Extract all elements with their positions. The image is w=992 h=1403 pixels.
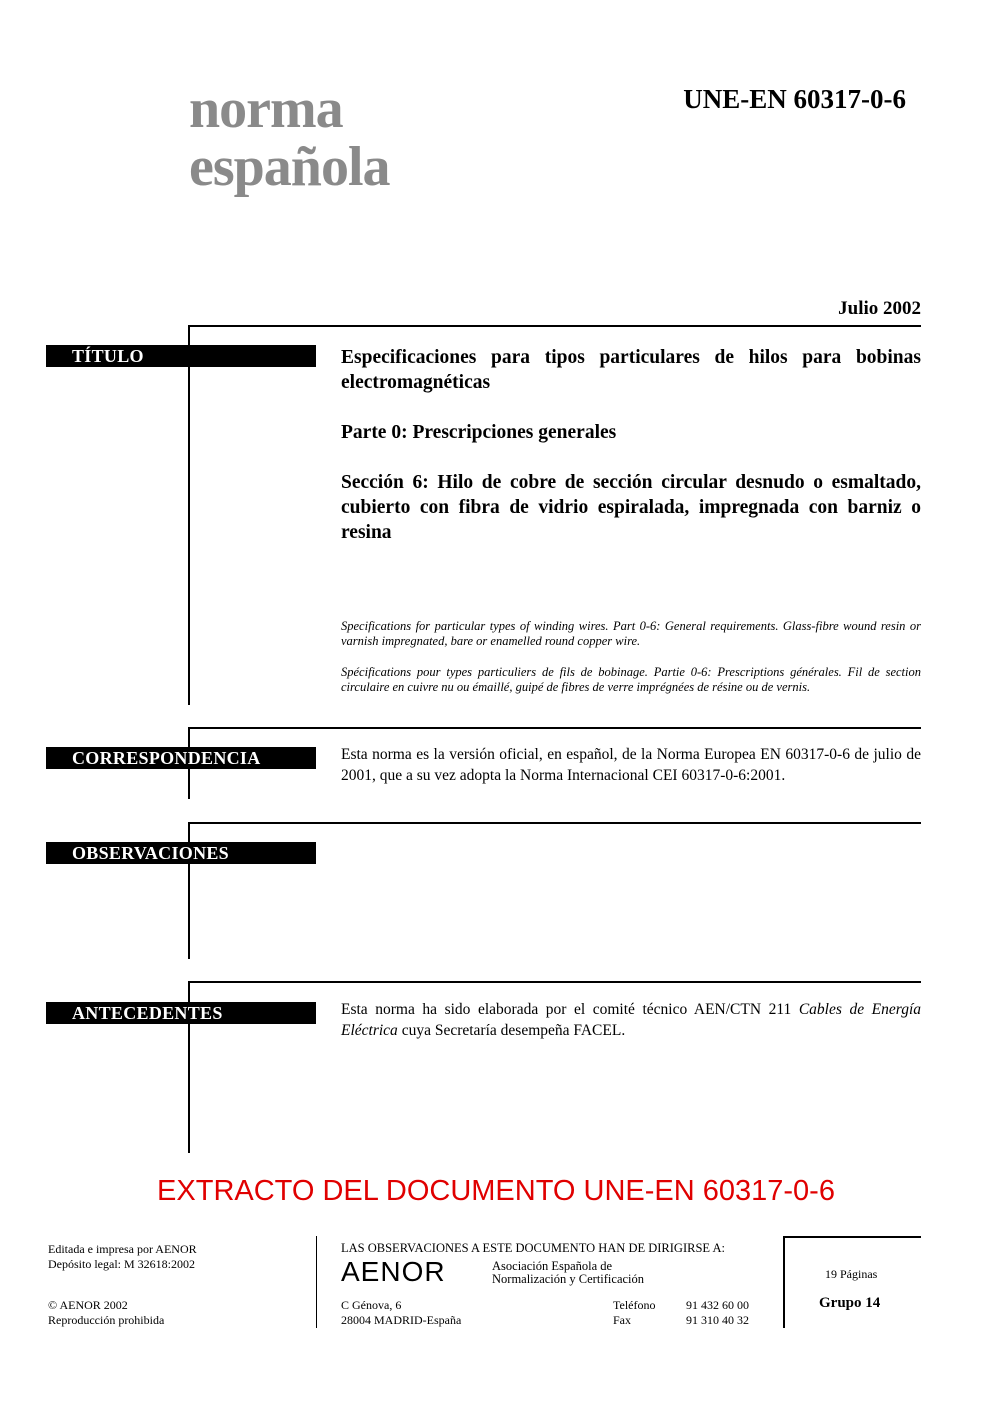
phone-value: 91 432 60 00 <box>686 1298 749 1312</box>
address-line-2: 28004 MADRID-España <box>341 1313 462 1327</box>
observations-heading: LAS OBSERVACIONES A ESTE DOCUMENTO HAN DE DIRIGIRSE A: <box>341 1241 725 1255</box>
antecedentes-text-1: Esta norma ha sido elaborada por el comité técnico AEN/CTN 211 <box>341 1001 799 1018</box>
aenor-logo: AENOR <box>341 1256 446 1287</box>
antecedentes-text-2: cuya Secretaría desempeña FACEL. <box>397 1022 626 1039</box>
footer-edition <box>48 1242 197 1272</box>
section-divider <box>188 822 921 824</box>
brand-line-2: española <box>189 136 390 198</box>
fax-value: 91 310 40 32 <box>686 1313 749 1327</box>
section-divider <box>188 325 921 327</box>
reproduction-notice: Reproducción prohibida <box>48 1313 165 1327</box>
correspondencia-label: CORRESPONDENCIA <box>46 747 316 769</box>
french-title: Spécifications pour types particuliers de fils de bobinage. Partie 0-6: Prescriptions générales. Fil de section circulaire en cuivre nu ou émaillé, guipé de fibres de verre imprégnées de résine ou de vernis. <box>341 665 921 694</box>
info-box-rule <box>783 1236 785 1328</box>
edited-by: Editada e impresa por AENOR <box>48 1242 197 1256</box>
title-main: Especificaciones para tipos particulares de hilos para bobinas electromagnéticas <box>341 347 921 393</box>
copyright: © AENOR 2002 <box>48 1298 128 1312</box>
association-line-1: Asociación Española de <box>492 1259 613 1273</box>
footer-divider <box>316 1236 317 1328</box>
legal-deposit: Depósito legal: M 32618:2002 <box>48 1257 195 1271</box>
section-divider <box>188 727 921 729</box>
association-line-2: Normalización y Certificación <box>492 1272 645 1286</box>
antecedentes-text <box>341 999 921 1041</box>
phone-label: Teléfono <box>613 1298 656 1312</box>
title-section: Sección 6: Hilo de cobre de sección circular desnudo o esmaltado, cubierto con fibra de vidrio espiralada, impregnada con barniz o resina <box>341 472 921 543</box>
observaciones-label: OBSERVACIONES <box>46 842 316 864</box>
section-rule <box>188 325 190 705</box>
publication-date: Julio 2002 <box>838 298 921 319</box>
title-part: Parte 0: Prescripciones generales <box>341 422 617 443</box>
footer-copyright <box>48 1298 164 1328</box>
standard-code: UNE-EN 60317-0-6 <box>683 84 906 114</box>
antecedentes-label: ANTECEDENTES <box>46 1002 316 1024</box>
price-group: Grupo 14 <box>819 1295 881 1311</box>
titulo-label: TÍTULO <box>46 345 316 367</box>
contact-values <box>686 1298 749 1328</box>
section-divider <box>188 981 921 983</box>
contact-labels <box>613 1298 655 1328</box>
info-box-top <box>783 1236 921 1238</box>
english-title: Specifications for particular types of winding wires. Part 0-6: General requirements. Glass-fibre wound resin or varnish impregnated, bare or enamelled round copper wire. <box>341 619 921 648</box>
brand-title <box>189 80 390 196</box>
committee-name: Cables de Energía Eléctrica <box>341 1001 921 1039</box>
association-name <box>492 1260 644 1286</box>
address <box>341 1298 461 1328</box>
address-line-1: C Génova, 6 <box>341 1298 402 1312</box>
correspondencia-text: Esta norma es la versión oficial, en español, de la Norma Europea EN 60317-0-6 de julio de 2001, que a su vez adopta la Norma Internacional CEI 60317-0-6:2001. <box>341 746 921 784</box>
title-block <box>341 345 921 570</box>
fax-label: Fax <box>613 1313 631 1327</box>
extract-notice: EXTRACTO DEL DOCUMENTO UNE-EN 60317-0-6 <box>157 1175 835 1207</box>
page-count: 19 Páginas <box>825 1267 878 1281</box>
brand-line-1: norma <box>189 78 343 140</box>
